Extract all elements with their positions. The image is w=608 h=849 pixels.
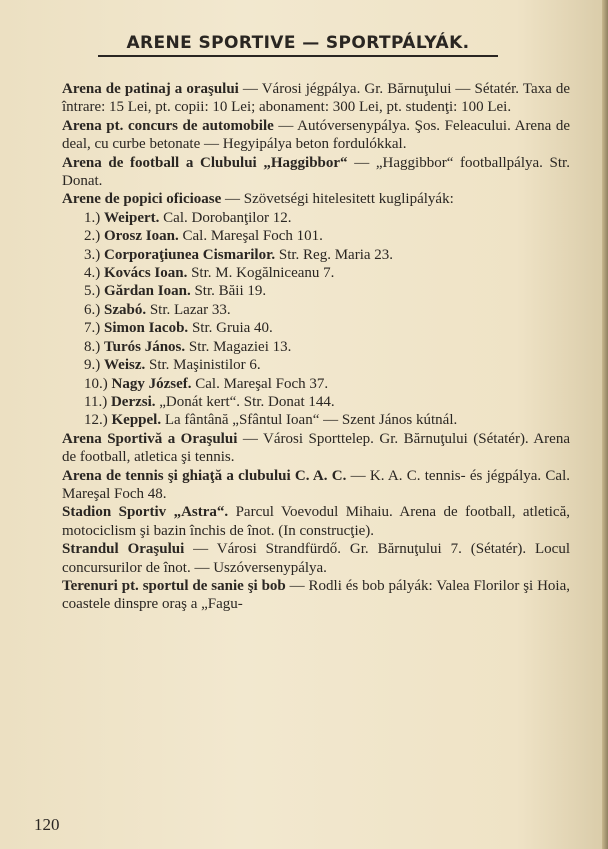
list-number: 9.) [84,357,101,374]
list-number: 6.) [84,301,101,318]
list-text: Cal. Mareşal Foch 37. [191,375,329,392]
entry-title: Arena de patinaj a oraşului [62,81,239,97]
entry-title: Arena Sportivă a Oraşului [62,430,238,447]
entry-title: Arena de tennis şi ghiaţă a clubului C. A. C. [62,467,347,484]
list-item [62,264,570,282]
entry-title: Arena pt. concurs de automobile [62,117,274,134]
list-number: 4.) [84,265,101,282]
entry [62,503,570,540]
entry-text: — Rodli és bob pályák: Valea Florilor şi Hoia, coastele dinspre oraş a „Fagu- [62,577,570,613]
list-name: Orosz Ioan. [104,228,179,245]
entry-title: Arene de popici oficioase [62,191,222,208]
list-number: 11.) [84,393,108,410]
entry [62,540,570,577]
list-item [62,411,570,429]
entry [62,80,570,117]
entry [62,430,570,467]
list-text: „Donát kert“. Str. Donat 144. [155,393,335,410]
list-item [62,375,570,393]
list-text: Str. Reg. Maria 23. [275,246,394,263]
list-name: Kovács Ioan. [104,265,188,282]
entry-title: Terenuri pt. sportul de sanie şi bob [62,577,286,594]
list-text: La fântână „Sfântul Ioan“ — Szent János kútnál. [161,412,458,429]
list-name: Simon Iacob. [104,320,189,337]
entry-text: — K. A. C. tennis- és jégpálya. Cal. Mareşal Foch 48. [62,467,570,502]
list-item [62,356,570,374]
entry [62,190,570,208]
list-text: Str. Lazar 33. [146,301,231,318]
list-number: 2.) [84,228,101,245]
list-name: Nagy József. [111,375,192,392]
entry-text: — „Haggibbor“ footballpálya. Str. Donat. [62,154,570,190]
list-text: Str. Maşinistilor 6. [145,357,261,374]
list-text: Str. Băii 19. [190,283,267,300]
entry-text: — Autóversenypálya. Şos. Feleacului. Arena de deal, cu curbe betonate — Hegyipálya beton fordulókkal. [62,117,570,153]
list-number: 7.) [84,320,101,337]
list-name: Keppel. [111,412,162,429]
page-edge [602,0,608,849]
list-name: Szabó. [104,301,147,318]
list-item [62,338,570,356]
list-text: Cal. Dorobanţilor 12. [159,209,292,226]
page-body [62,80,570,614]
list-number: 12.) [84,412,108,429]
entry-text: Parcul Voevodul Mihaiu. Arena de football, atletică, motociclism şi bazin închis de înot. (In construcţie). [62,504,570,539]
entry-text: — Városi jégpálya. Gr. Bărnuţului — Sétatér. Taxa de întrare: 15 Lei, pt. copii: 10 Lei; abonament: 300 Lei, pt. studenţi: 100 Lei. [62,81,571,116]
list-number: 3.) [84,246,101,263]
list-name: Weisz. [104,357,146,374]
entry [62,154,570,191]
list-text: Str. M. Kogălniceanu 7. [187,265,335,282]
list-text: Str. Magaziei 13. [185,338,292,355]
list-text: Cal. Mareşal Foch 101. [178,228,323,245]
list-item [62,319,570,337]
list-item [62,393,570,411]
entry-text: — Szövetségi hitelesitett kuglipályák: [221,191,454,208]
list-name: Turós János. [104,338,186,355]
list-name: Gărdan Ioan. [104,283,191,300]
entry-text: — Városi Sporttelep. Gr. Bărnuţului (Sétatér). Arena de football, atletica şi tennis. [62,430,570,466]
list-number: 1.) [84,209,101,226]
list-name: Derzsi. [110,393,156,410]
page-number: 120 [34,815,60,834]
list-item [62,209,570,227]
list-item [62,246,570,264]
entry [62,577,570,614]
list-item [62,301,570,319]
list-item [62,227,570,245]
page-title: ARENE SPORTIVE — SPORTPÁLYÁK. [98,33,498,57]
list-number: 5.) [84,283,101,300]
list-item [62,282,570,300]
entry-title: Stadion Sportiv „Astra“. [62,504,229,521]
list-number: 8.) [84,338,101,355]
list-name: Corporaţiunea Cismarilor. [104,246,276,263]
list-number: 10.) [84,375,108,392]
list-text: Str. Gruia 40. [188,320,273,337]
entry [62,117,570,154]
entry [62,467,570,504]
entry-title: Arena de football a Clubului „Haggibbor“ [62,154,348,171]
entry-title: Strandul Oraşului [62,541,185,558]
list-name: Weipert. [104,209,160,226]
entry-text: — Városi Strandfürdő. Gr. Bărnuţului 7. (Sétatér). Locul concursurilor de înot. — Uszóversenypálya. [62,541,571,576]
